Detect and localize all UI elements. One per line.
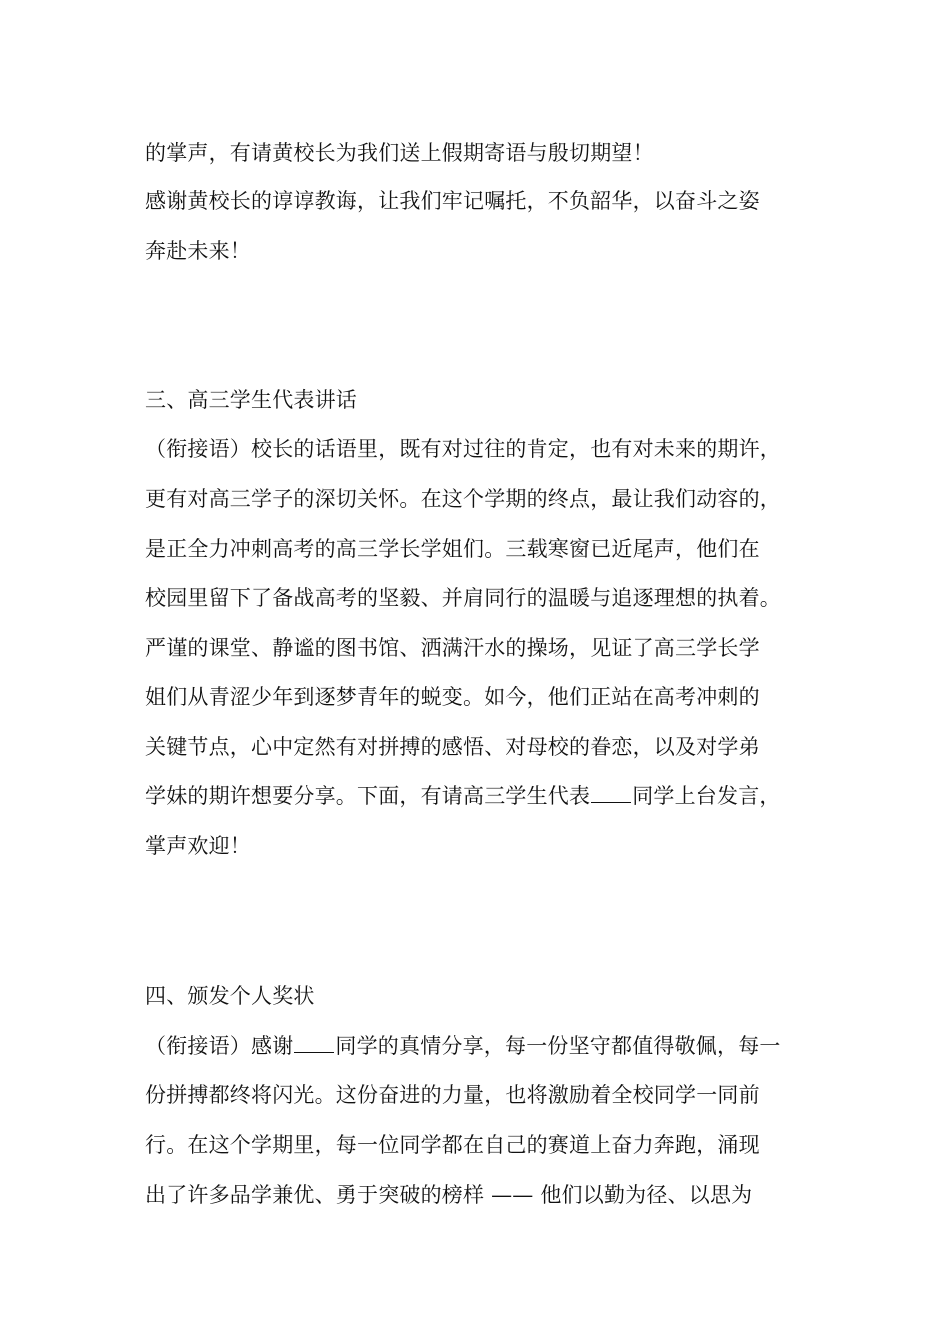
- paragraph-line: 行。在这个学期里，每一位同学都在自己的赛道上奋力奔跑，涌现: [145, 1133, 760, 1157]
- paragraph-line: 更有对高三学子的深切关怀。在这个学期的终点，最让我们动容的，: [145, 487, 781, 511]
- section-heading: 三、高三学生代表讲话: [145, 388, 357, 412]
- text-segment: 学妹的期许想要分享。下面，有请高三学生代表: [145, 784, 591, 808]
- paragraph-line: 感谢黄校长的谆谆教诲，让我们牢记嘱托，不负韶华，以奋斗之姿: [145, 189, 760, 213]
- text-segment: （衔接语）感谢: [145, 1034, 294, 1058]
- section-heading: 四、颁发个人奖状: [145, 984, 315, 1008]
- text-segment: 同学的真情分享，每一份坚守都值得敬佩，每一: [335, 1034, 781, 1058]
- paragraph-line: 是正全力冲刺高考的高三学长学姐们。三载寒窗已近尾声，他们在: [145, 537, 760, 561]
- paragraph-line: （衔接语）校长的话语里，既有对过往的肯定，也有对未来的期许，: [145, 437, 781, 461]
- paragraph-line: 掌声欢迎！: [145, 834, 251, 858]
- paragraph-line: 姐们从青涩少年到逐梦青年的蜕变。如今，他们正站在高考冲刺的: [145, 685, 760, 709]
- text-segment: 同学上台发言，: [632, 784, 781, 808]
- paragraph-line: 关键节点，心中定然有对拼搏的感悟、对母校的眷恋，以及对学弟: [145, 735, 760, 759]
- paragraph-line: 出了许多品学兼优、勇于突破的榜样 —— 他们以勤为径、以思为: [145, 1183, 753, 1207]
- paragraph-line: 严谨的课堂、静谧的图书馆、洒满汗水的操场，见证了高三学长学: [145, 636, 760, 660]
- paragraph-line: 份拼搏都终将闪光。这份奋进的力量，也将激励着全校同学一同前: [145, 1083, 760, 1107]
- paragraph-line: [145, 1032, 825, 1060]
- paragraph-line: 的掌声，有请黄校长为我们送上假期寄语与殷切期望！: [145, 141, 654, 165]
- paragraph-line: 校园里留下了备战高考的坚毅、并肩同行的温暖与追逐理想的执着。: [145, 586, 781, 610]
- paragraph-line: 奔赴未来！: [145, 239, 251, 263]
- paragraph-line: [145, 782, 825, 810]
- fill-in-blank: [591, 784, 631, 803]
- fill-in-blank: [294, 1034, 334, 1053]
